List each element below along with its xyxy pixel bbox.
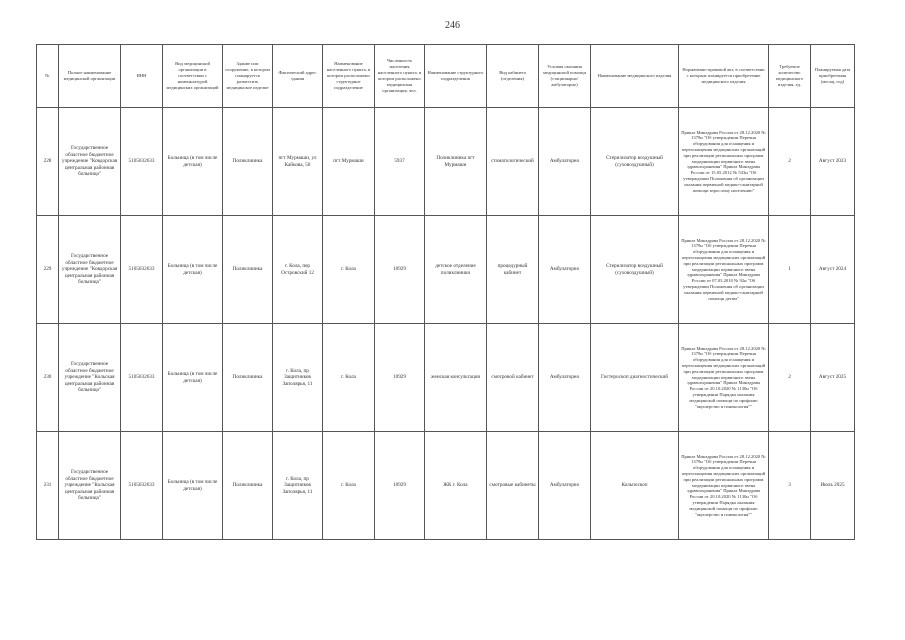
header-cell: Наименование медицинского изделия xyxy=(591,45,679,108)
care-conditions: Амбулаторно xyxy=(539,432,591,540)
cabinet-type: процедурный кабинет xyxy=(487,216,539,324)
header-cell: Полное наименование медицинской организации xyxy=(59,45,121,108)
population: 10929 xyxy=(375,216,425,324)
purchase-date: Август 2023 xyxy=(811,108,855,216)
table-row xyxy=(37,324,855,432)
header-cell: Планируемая дата приобретения (месяц, год) xyxy=(811,45,855,108)
inn: 5105032633 xyxy=(121,108,163,216)
building: Поликлиника xyxy=(223,216,273,324)
org-name: Государственное областное бюджетное учреждение "Ковдорская центральная районная больница" xyxy=(59,216,121,324)
row-number: 229 xyxy=(37,216,59,324)
device-name: Стерилизатор воздушный (суховоздушный) xyxy=(591,108,679,216)
header-cell: Наименование населенного пункта, в котором расположено структурное подразделение xyxy=(323,45,375,108)
inn: 5105032633 xyxy=(121,324,163,432)
table-row xyxy=(37,108,855,216)
table-header-row xyxy=(37,45,855,108)
org-name: Государственное областное бюджетное учреждение "Ковдорская центральная районная больница" xyxy=(59,108,121,216)
page-number: 246 xyxy=(445,20,460,31)
inn: 5105032633 xyxy=(121,216,163,324)
header-cell: Фактический адрес здания xyxy=(273,45,323,108)
care-conditions: Амбулаторно xyxy=(539,216,591,324)
quantity: 2 xyxy=(769,324,811,432)
org-type: Больница (в том числе детская) xyxy=(163,108,223,216)
header-cell: Вид кабинета (отделения) xyxy=(487,45,539,108)
org-name: Государственное областное бюджетное учреждение "Кольская центральная районная больница" xyxy=(59,324,121,432)
division: ЖК г. Кола xyxy=(425,432,487,540)
table-row xyxy=(37,432,855,540)
header-cell: № xyxy=(37,45,59,108)
purchase-date: Август 2024 xyxy=(811,216,855,324)
population: 5937 xyxy=(375,108,425,216)
header-cell: Здание или сооружение, в котором планируется разместить медицинское изделие xyxy=(223,45,273,108)
device-name: Кольпоскоп xyxy=(591,432,679,540)
header-cell: Численность населения населенного пункта, в котором расположено медицинская организация, чел. xyxy=(375,45,425,108)
building: Поликлиника xyxy=(223,108,273,216)
org-type: Больница (в том числе детская) xyxy=(163,432,223,540)
address: пгт Мурмаши, ул Кайкова, 50 xyxy=(273,108,323,216)
cabinet-type: смотровые кабинеты xyxy=(487,432,539,540)
regulatory-act: Приказ Минздрава России от 28.12.2020 № 1379н "Об утверждении Перечня оборудования для оснащения и переоснащения медицинских организаций при реализации региональных программ модернизации первичного звена здравоохранения" Приказ Минздрава России от 20.10.2020 № 1130н "Об утверждении Порядка оказания медицинской помощи по профилю "акушерство и гинекология"" xyxy=(679,432,769,540)
division: детское отделение поликлиники xyxy=(425,216,487,324)
population: 10929 xyxy=(375,324,425,432)
device-name: Стерилизатор воздушный (суховоздушный) xyxy=(591,216,679,324)
equipment-registry-table xyxy=(36,44,855,540)
row-number: 228 xyxy=(37,108,59,216)
header-cell: Наименование структурного подразделения xyxy=(425,45,487,108)
building: Поликлиника xyxy=(223,432,273,540)
address: г. Кола, пер Островский 12 xyxy=(273,216,323,324)
settlement: г. Кола xyxy=(323,324,375,432)
regulatory-act: Приказ Минздрава России от 28.12.2020 № 1379н "Об утверждении Перечня оборудования для оснащения и переоснащения медицинских организаций при реализации региональных программ модернизации первичного звена здравоохранения" Приказ Минздрава России от 15.05.2012 № 543н "Об утверждении Положения об организации оказания первичной медико-санитарной помощи взрослому населению" xyxy=(679,108,769,216)
row-number: 230 xyxy=(37,324,59,432)
quantity: 2 xyxy=(769,108,811,216)
quantity: 1 xyxy=(769,216,811,324)
settlement: пгт Мурмаши xyxy=(323,108,375,216)
row-number: 231 xyxy=(37,432,59,540)
header-cell: Нормативно-правовой акт, в соответствии с которым планируется приобретение медицинского изделия xyxy=(679,45,769,108)
cabinet-type: стоматологический xyxy=(487,108,539,216)
header-cell: Условия оказания медицинской помощи (стационарно/амбулаторно) xyxy=(539,45,591,108)
care-conditions: Амбулаторно xyxy=(539,108,591,216)
quantity: 3 xyxy=(769,432,811,540)
settlement: г. Кола xyxy=(323,432,375,540)
population: 10929 xyxy=(375,432,425,540)
address: г. Кола, пр Защитников Заполярья, 11 xyxy=(273,432,323,540)
table-row xyxy=(37,216,855,324)
org-type: Больница (в том числе детская) xyxy=(163,216,223,324)
address: г. Кола, пр Защитников Заполярья, 11 xyxy=(273,324,323,432)
purchase-date: Июль 2025 xyxy=(811,432,855,540)
regulatory-act: Приказ Минздрава России от 28.12.2020 № 1379н "Об утверждении Перечня оборудования для оснащения и переоснащения медицинских организаций при реализации региональных программ модернизации первичного звена здравоохранения" Приказ Минздрава России от 20.10.2020 № 1130н "Об утверждении Порядка оказания медицинской помощи по профилю "акушерство и гинекология"" xyxy=(679,324,769,432)
device-name: Гистероскоп диагностический xyxy=(591,324,679,432)
org-name: Государственное областное бюджетное учреждение "Кольская центральная районная больница" xyxy=(59,432,121,540)
cabinet-type: смотровой кабинет xyxy=(487,324,539,432)
care-conditions: Амбулаторно xyxy=(539,324,591,432)
regulatory-act: Приказ Минздрава России от 28.12.2020 № 1379н "Об утверждении Перечня оборудования для оснащения и переоснащения медицинских организаций при реализации региональных программ модернизации первичного звена здравоохранения" Приказ Минздрава России от 07.03.2018 № 92н "Об утверждении Положения об организации оказания первичной медико-санитарной помощи детям" xyxy=(679,216,769,324)
division: Поликлиника пгт Мурмаши xyxy=(425,108,487,216)
header-cell: Требуемое количество медицинского изделия, ед. xyxy=(769,45,811,108)
org-type: Больница (в том числе детская) xyxy=(163,324,223,432)
settlement: г. Кола xyxy=(323,216,375,324)
header-cell: ИНН xyxy=(121,45,163,108)
inn: 5105032633 xyxy=(121,432,163,540)
building: Поликлиника xyxy=(223,324,273,432)
purchase-date: Август 2025 xyxy=(811,324,855,432)
division: женская консультация xyxy=(425,324,487,432)
header-cell: Вид медицинской организации в соответствии с номенклатурой медицинских организаций xyxy=(163,45,223,108)
